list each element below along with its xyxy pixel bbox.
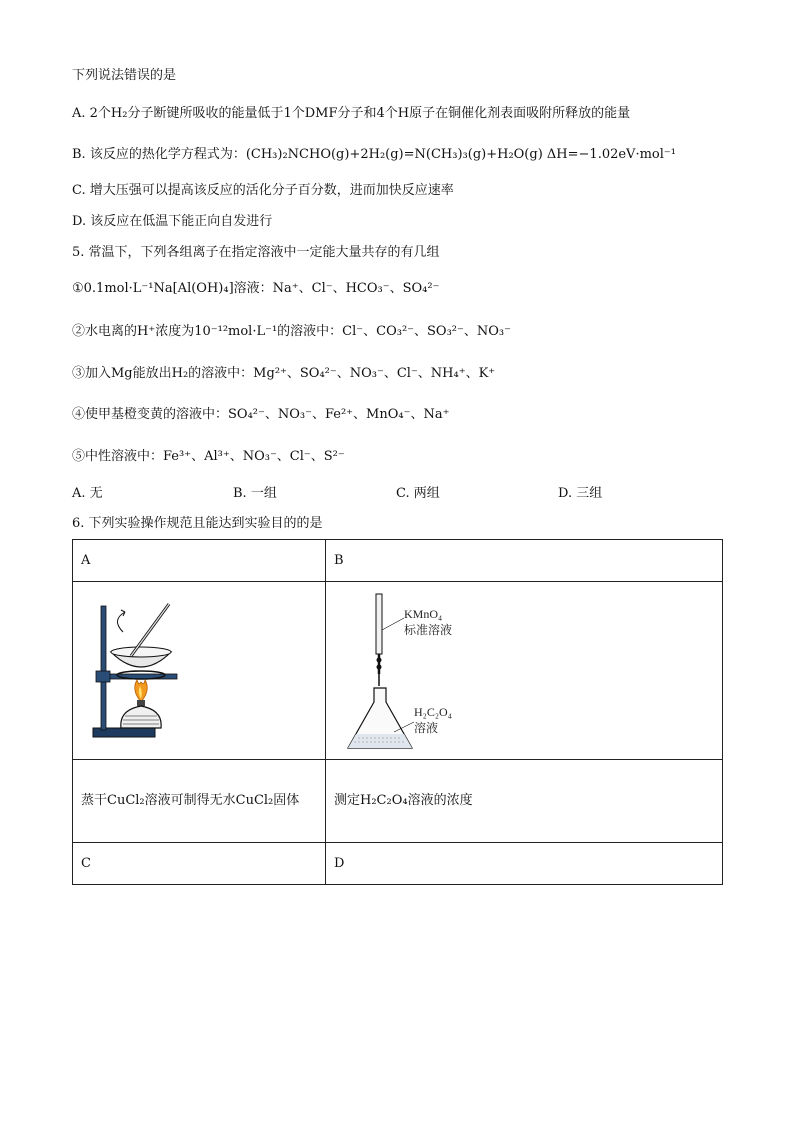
cell-label-c: C [73,843,326,885]
reagent-label: KMnO₄ [404,607,443,621]
q5-item-3: ③加入Mg能放出H₂的溶液中：Mg²⁺、SO₄²⁻、NO₃⁻、Cl⁻、NH₄⁺、K⁺ [72,366,496,381]
cell-figure-a [73,582,326,760]
q6-stem: 6. 下列实验操作规范且能达到实验目的的是 [72,516,323,531]
cell-figure-b [326,582,723,760]
q5-option-c: C. 两组 [396,486,440,501]
q5-item-1: ①0.1mol·L⁻¹Na[Al(OH)₄]溶液：Na⁺、Cl⁻、HCO₃⁻、SO₄²⁻ [72,281,440,296]
cell-label-b: B [326,540,723,582]
table-row [73,760,723,843]
q5-stem: 5. 常温下，下列各组离子在指定溶液中一定能大量共存的有几组 [72,245,440,260]
q4-option-a: A. 2个H₂分子断键所吸收的能量低于1个DMF分子和4个H原子在铜催化剂表面吸附所释放的能量 [72,106,631,121]
cell-label-a: A [73,540,326,582]
cell-label-d: D [326,843,723,885]
cell-desc-a: 蒸干CuCl₂溶液可制得无水CuCl₂固体 [73,760,326,843]
q5-option-b: B. 一组 [233,486,277,501]
q5-item-5: ⑤中性溶液中：Fe³⁺、Al³⁺、NO₃⁻、Cl⁻、S²⁻ [72,449,345,464]
q5-item-2: ②水电离的H⁺浓度为10⁻¹²mol·L⁻¹的溶液中：Cl⁻、CO₃²⁻、SO₃²⁻、NO₃⁻ [72,324,511,339]
titration-apparatus-figure [334,582,731,759]
table-row [73,843,723,885]
table-row [73,540,723,582]
table-row [73,582,723,760]
cell-desc-b: 测定H₂C₂O₄溶液的浓度 [326,760,723,843]
reagent-note-label: 标准溶液 [404,623,453,637]
q5-options [72,482,722,502]
flask-note-label: 溶液 [414,721,439,735]
intro-text: 下列说法错误的是 [72,68,177,83]
q4-option-b: B. 该反应的热化学方程式为：(CH₃)₂NCHO(g)+2H₂(g)=N(CH₃)₃(g)+H₂O(g) ΔH=−1.02eV·mol⁻¹ [72,147,676,162]
q4-option-c: C. 增大压强可以提高该反应的活化分子百分数，进而加快反应速率 [72,183,454,198]
flask-label: H₂C₂O₄ [414,705,452,719]
evaporation-apparatus-figure [81,582,334,759]
q4-option-d: D. 该反应在低温下能正向自发进行 [72,214,273,229]
q5-option-a: A. 无 [72,486,103,501]
q5-item-4: ④使甲基橙变黄的溶液中：SO₄²⁻、NO₃⁻、Fe²⁺、MnO₄⁻、Na⁺ [72,407,450,422]
q5-option-d: D. 三组 [558,486,603,501]
experiment-table [72,539,723,885]
